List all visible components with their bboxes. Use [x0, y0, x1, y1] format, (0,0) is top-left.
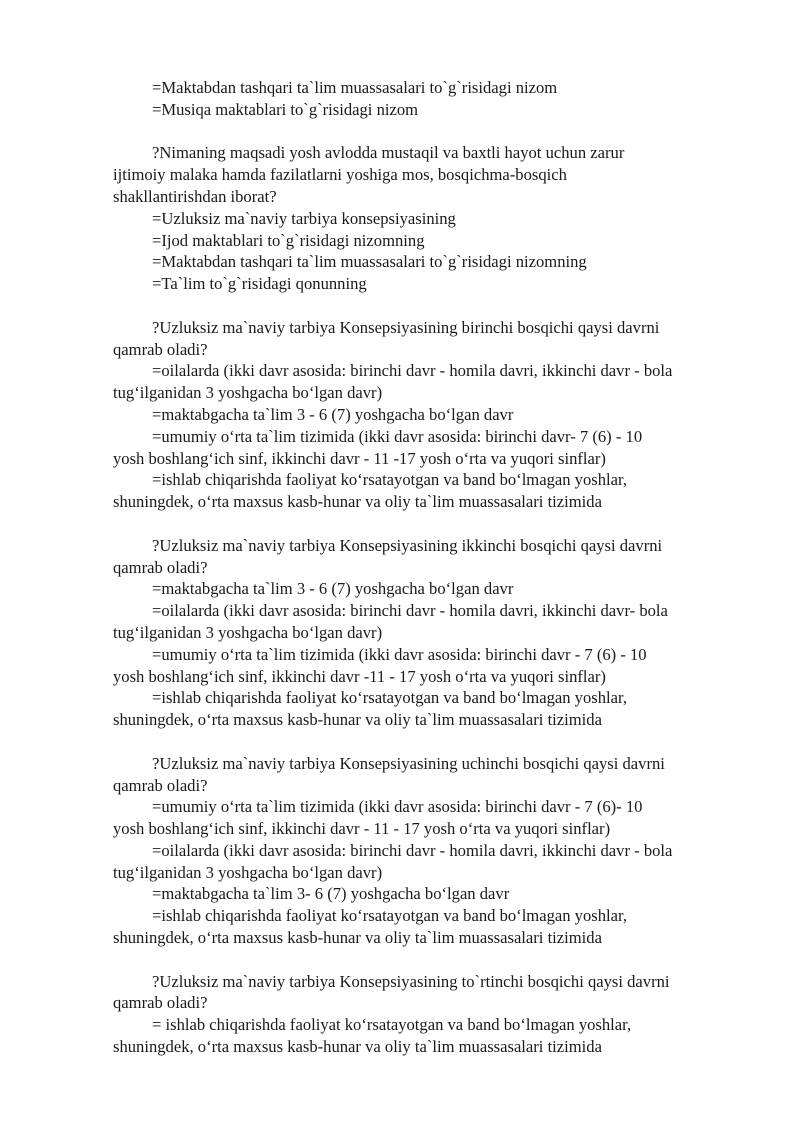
answer-option-line: =maktabgacha ta`lim 3- 6 (7) yoshgacha bo‘lgan davr — [152, 884, 510, 904]
continuation-line: yosh boshlang‘ich sinf, ikkinchi davr -11 - 17 yosh o‘rta va yuqori sinflar) — [113, 666, 606, 686]
document-body — [113, 77, 743, 1058]
answer-option-line: =ishlab chiqarishda faoliyat ko‘rsatayotgan va band bo‘lmagan yoshlar, — [152, 906, 628, 926]
continuation-line: qamrab oladi? — [113, 993, 208, 1013]
continuation-line: qamrab oladi? — [113, 557, 208, 577]
continuation-line: tug‘ilganidan 3 yoshgacha bo‘lgan davr) — [113, 622, 383, 642]
answer-option-line: =umumiy o‘rta ta`lim tizimida (ikki davr asosida: birinchi davr- 7 (6) - 10 — [152, 426, 643, 446]
answer-option-line: =Uzluksiz ma`naviy tarbiya konsepsiyasining — [152, 208, 456, 228]
answer-option-line: =Maktabdan tashqari ta`lim muassasalari to`g`risidagi nizom — [152, 78, 558, 97]
continuation-line: ijtimoiy malaka hamda fazilatlarni yoshiga mos, bosqichma-bosqich — [113, 165, 567, 185]
answer-option-line: =ishlab chiqarishda faoliyat ko‘rsatayotgan va band bo‘lmagan yoshlar, — [152, 688, 628, 708]
answer-option-line: =umumiy o‘rta ta`lim tizimida (ikki davr asosida: birinchi davr - 7 (6) - 10 — [152, 644, 647, 664]
answer-option-line: =oilalarda (ikki davr asosida: birinchi davr - homila davri, ikkinchi davr - bola — [152, 361, 673, 381]
continuation-line: tug‘ilganidan 3 yoshgacha bo‘lgan davr) — [113, 862, 383, 882]
answer-option-line: =ishlab chiqarishda faoliyat ko‘rsatayotgan va band bo‘lmagan yoshlar, — [152, 470, 628, 490]
question-line: ?Uzluksiz ma`naviy tarbiya Konsepsiyasining birinchi bosqichi qaysi davrni — [152, 317, 660, 337]
continuation-line: shuningdek, o‘rta maxsus kasb-hunar va oliy ta`lim muassasalari tizimida — [113, 492, 602, 512]
continuation-line: shakllantirishdan iborat? — [113, 186, 277, 206]
continuation-line: shuningdek, o‘rta maxsus kasb-hunar va oliy ta`lim muassasalari tizimida — [113, 710, 602, 730]
continuation-line: shuningdek, o‘rta maxsus kasb-hunar va oliy ta`lim muassasalari tizimida — [113, 928, 602, 948]
answer-option-line: =Ijod maktablari to`g`risidagi nizomning — [152, 230, 425, 250]
continuation-line: qamrab oladi? — [113, 775, 208, 795]
question-line: ?Nimaning maqsadi yosh avlodda mustaqil va baxtli hayot uchun zarur — [152, 143, 625, 163]
continuation-line: yosh boshlang‘ich sinf, ikkinchi davr - 11 - 17 yosh o‘rta va yuqori sinflar) — [113, 819, 611, 839]
answer-option-line: =Maktabdan tashqari ta`lim muassasalari to`g`risidagi nizomning — [152, 252, 587, 272]
answer-option-line: =Ta`lim to`g`risidagi qonunning — [152, 274, 367, 294]
continuation-line: shuningdek, o‘rta maxsus kasb-hunar va oliy ta`lim muassasalari tizimida — [113, 1037, 602, 1057]
question-line: ?Uzluksiz ma`naviy tarbiya Konsepsiyasining to`rtinchi bosqichi qaysi davrni — [152, 971, 670, 991]
continuation-line: yosh boshlang‘ich sinf, ikkinchi davr - 11 -17 yosh o‘rta va yuqori sinflar) — [113, 448, 606, 468]
answer-option-line: =maktabgacha ta`lim 3 - 6 (7) yoshgacha bo‘lgan davr — [152, 404, 514, 424]
continuation-line: tug‘ilganidan 3 yoshgacha bo‘lgan davr) — [113, 383, 383, 403]
answer-option-line: =umumiy o‘rta ta`lim tizimida (ikki davr asosida: birinchi davr - 7 (6)- 10 — [152, 797, 643, 817]
answer-option-line: =oilalarda (ikki davr asosida: birinchi davr - homila davri, ikkinchi davr- bola — [152, 601, 668, 621]
question-line: ?Uzluksiz ma`naviy tarbiya Konsepsiyasining ikkinchi bosqichi qaysi davrni — [152, 535, 663, 555]
question-line: ?Uzluksiz ma`naviy tarbiya Konsepsiyasining uchinchi bosqichi qaysi davrni — [152, 753, 665, 773]
answer-option-line: =oilalarda (ikki davr asosida: birinchi davr - homila davri, ikkinchi davr - bola — [152, 840, 673, 860]
answer-option-line: = ishlab chiqarishda faoliyat ko‘rsatayotgan va band bo‘lmagan yoshlar, — [152, 1015, 632, 1035]
continuation-line: qamrab oladi? — [113, 339, 208, 359]
answer-option-line: =maktabgacha ta`lim 3 - 6 (7) yoshgacha bo‘lgan davr — [152, 579, 514, 599]
answer-option-line: =Musiqa maktablari to`g`risidagi nizom — [152, 99, 419, 119]
